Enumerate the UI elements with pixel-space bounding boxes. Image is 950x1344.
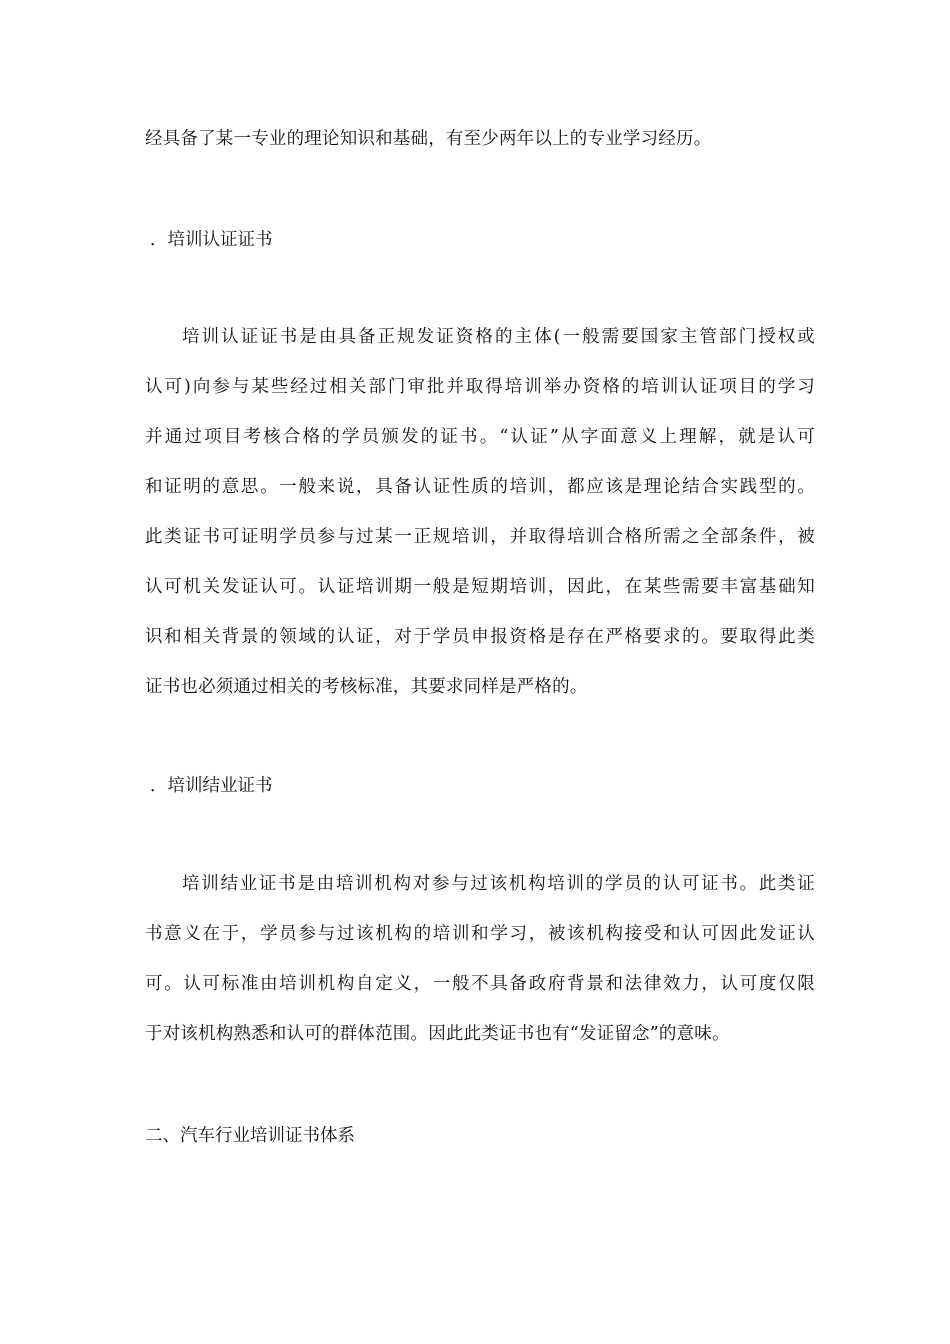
paragraph-line: 认可)向参与某些经过相关部门审批并取得培训举办资格的培训认证项目的学习: [145, 377, 815, 397]
paragraph-line: 培训结业证书是由培训机构对参与过该机构培训的学员的认可证书。此类证: [182, 874, 815, 894]
paragraph-line: 于对该机构熟悉和认可的群体范围。因此此类证书也有“发证留念”的意味。: [145, 1024, 730, 1044]
paragraph-line: 和证明的意思。一般来说，具备认证性质的培训，都应该是理论结合实践型的。: [145, 477, 815, 497]
paragraph-line: 证书也必须通过相关的考核标准，其要求同样是严格的。: [145, 677, 588, 697]
paragraph-line: 认可机关发证认可。认证培训期一般是短期培训，因此，在某些需要丰富基础知: [145, 577, 815, 597]
paragraph-line: 此类证书可证明学员参与过某一正规培训，并取得培训合格所需之全部条件，被: [145, 527, 815, 547]
paragraph-line: 培训认证证书是由具备正规发证资格的主体(一般需要国家主管部门授权或: [182, 327, 815, 347]
paragraph-line: 并通过项目考核合格的学员颁发的证书。“认证”从字面意义上理解，就是认可: [145, 427, 815, 447]
paragraph-line: 识和相关背景的领域的认证，对于学员申报资格是存在严格要求的。要取得此类: [145, 627, 815, 647]
paragraph-line: 可。认可标准由培训机构自定义，一般不具备政府背景和法律效力，认可度仅限: [145, 974, 815, 994]
paragraph-line: 书意义在于，学员参与过该机构的培训和学习，被该机构接受和认可因此发证认: [145, 924, 815, 944]
heading-training-certification: ．培训认证证书: [150, 230, 273, 250]
heading-training-completion: ．培训结业证书: [150, 776, 273, 796]
intro-line: 经具备了某一专业的理论知识和基础，有至少两年以上的专业学习经历。: [145, 129, 712, 149]
heading-section-two: 二、汽车行业培训证书体系: [145, 1126, 355, 1146]
